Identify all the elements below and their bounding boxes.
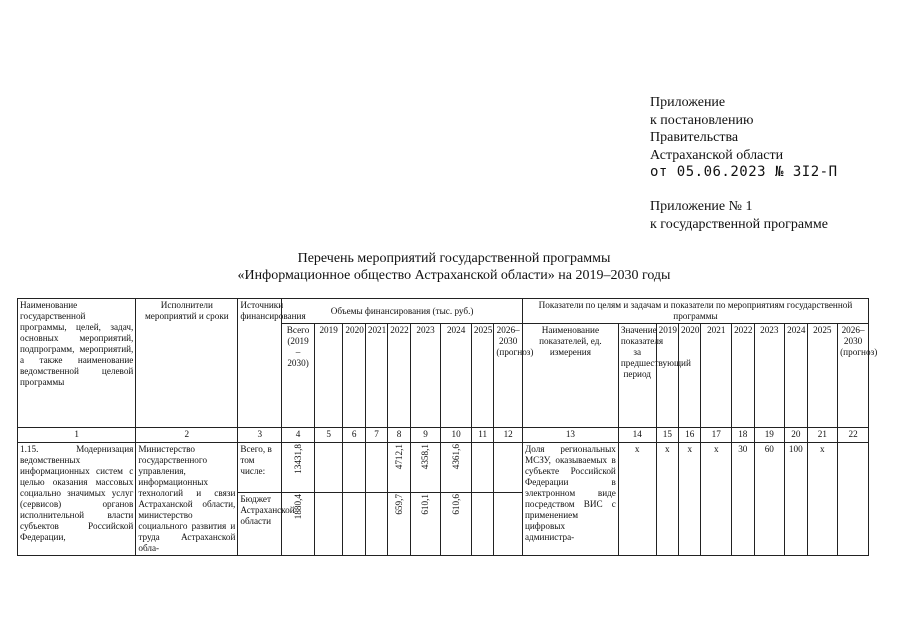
amount-cell [343,493,365,556]
amount-cell [471,443,493,493]
indicator-value: х [618,443,656,556]
amount-budget-2022: 659,7 [393,494,404,516]
column-number: 8 [388,428,410,443]
header-sources: Источники финансирования [238,299,282,428]
table-row [18,443,869,493]
column-number: 16 [679,428,701,443]
amount-total-2024: 4361,6 [450,444,461,470]
header-funding-year: 2025 [471,324,493,428]
column-number: 15 [656,428,678,443]
column-number: 18 [732,428,754,443]
amount-cell [282,493,315,556]
indicator-value: 60 [754,443,785,556]
appendix-program-block [650,198,828,233]
indicator-value: х [701,443,732,556]
indicator-value [838,443,869,556]
title-line-2: «Информационное общество Астраханской области» на 2019–2030 годы [237,268,671,283]
amount-cell [282,443,315,493]
amount-cell [365,493,387,556]
header-indicator-year: 2023 [754,324,785,428]
measures-table [17,298,878,556]
column-number: 4 [282,428,315,443]
indicator-value: х [679,443,701,556]
header-indicator-year: 2021 [701,324,732,428]
column-number: 11 [471,428,493,443]
header-indicators-group: Показатели по целям и задачам и показатели по мероприятиям государственной программы [522,299,868,324]
amount-cell [441,493,472,556]
header-indicator-year: 2026–2030 (прогноз) [838,324,869,428]
column-number: 17 [701,428,732,443]
amount-cell [410,493,441,556]
amount-cell [343,443,365,493]
header-funding-total: Всего (2019 – 2030) [282,324,315,428]
amount-total-2022: 4712,1 [393,444,404,470]
decree-date-number: от 05.06.2023 № 3I2-П [650,164,838,180]
header-funding-year: 2023 [410,324,441,428]
amount-cell [388,443,410,493]
amount-cell [494,443,523,493]
amount-budget-all: 1880,4 [292,494,303,520]
header-funding-year: 2019 [314,324,343,428]
column-number: 9 [410,428,441,443]
column-number: 7 [365,428,387,443]
document-title [0,250,908,284]
header-indicator-prev: Значение показателя за предшествующий период [618,324,656,428]
column-number: 12 [494,428,523,443]
amount-total-all: 13431,8 [292,444,303,474]
appendix-line: Правительства [650,130,739,145]
column-numbers-row [18,428,869,443]
measure-name: 1.15. Модернизация ведомственных информационных систем с целью оказания массовых социально значимых услуг (сервисов) органов исполнительной власти субъектов Российской Федерации, [18,443,136,556]
column-number: 3 [238,428,282,443]
indicator-value: 100 [785,443,807,556]
header-funding-year: 2020 [343,324,365,428]
header-indicator-year: 2025 [807,324,838,428]
amount-budget-2024: 610,6 [450,494,461,516]
header-indicator-year: 2024 [785,324,807,428]
source-budget: Бюджет Астраханской области [238,493,282,556]
appendix-line: Приложение [650,95,726,110]
indicator-value: 30 [732,443,754,556]
amount-cell [471,493,493,556]
column-number: 1 [18,428,136,443]
column-number: 13 [522,428,618,443]
column-number: 19 [754,428,785,443]
indicator-name: Доля региональных МСЗУ, оказываемых в субъекте Российской Федерации в электронном виде посредством ВИС с применением цифровых администра- [522,443,618,556]
header-indicator-year: 2022 [732,324,754,428]
column-number: 10 [441,428,472,443]
amount-cell [365,443,387,493]
header-name: Наименование государственной программы, целей, задач, основных мероприятий, подпрограмм, мероприятий, а также наименование ведомственной целевой программы [18,299,136,428]
column-number: 6 [343,428,365,443]
header-indicator-year: 2019 [656,324,678,428]
appendix-line: к постановлению [650,112,754,128]
amount-cell [314,443,343,493]
appendix-block [650,94,838,182]
measure-executor: Министерство государственного управления, информационных технологий и связи Астраханской области, министерство социального развития и труда Астраханской обла- [136,443,238,556]
amount-total-2023: 4358,1 [420,444,431,470]
header-funding-year: 2022 [388,324,410,428]
header-funding-group: Объемы финансирования (тыс. руб.) [282,299,523,324]
appendix-line: Астраханской области [650,147,784,163]
column-number: 20 [785,428,807,443]
column-number: 21 [807,428,838,443]
amount-cell [441,443,472,493]
amount-budget-2023: 610,1 [420,494,431,516]
appendix-program-line: к государственной программе [650,216,828,232]
column-number: 14 [618,428,656,443]
title-line-1: Перечень мероприятий государственной программы [297,251,611,266]
amount-cell [494,493,523,556]
amount-cell [410,443,441,493]
indicator-value: х [807,443,838,556]
column-number: 5 [314,428,343,443]
source-total: Всего, в том числе: [238,443,282,493]
header-indicator-year: 2020 [679,324,701,428]
header-indicator-name: Наименование показателей, ед. измерения [522,324,618,428]
header-funding-year: 2021 [365,324,387,428]
amount-cell [388,493,410,556]
header-row-1 [18,299,869,324]
header-executors: Исполнители мероприятий и сроки [136,299,238,428]
appendix-program-line: Приложение № 1 [650,199,753,214]
amount-cell [314,493,343,556]
indicator-value: х [656,443,678,556]
column-number: 2 [136,428,238,443]
header-funding-year: 2026–2030 (прогноз) [494,324,523,428]
column-number: 22 [838,428,869,443]
header-funding-year: 2024 [441,324,472,428]
